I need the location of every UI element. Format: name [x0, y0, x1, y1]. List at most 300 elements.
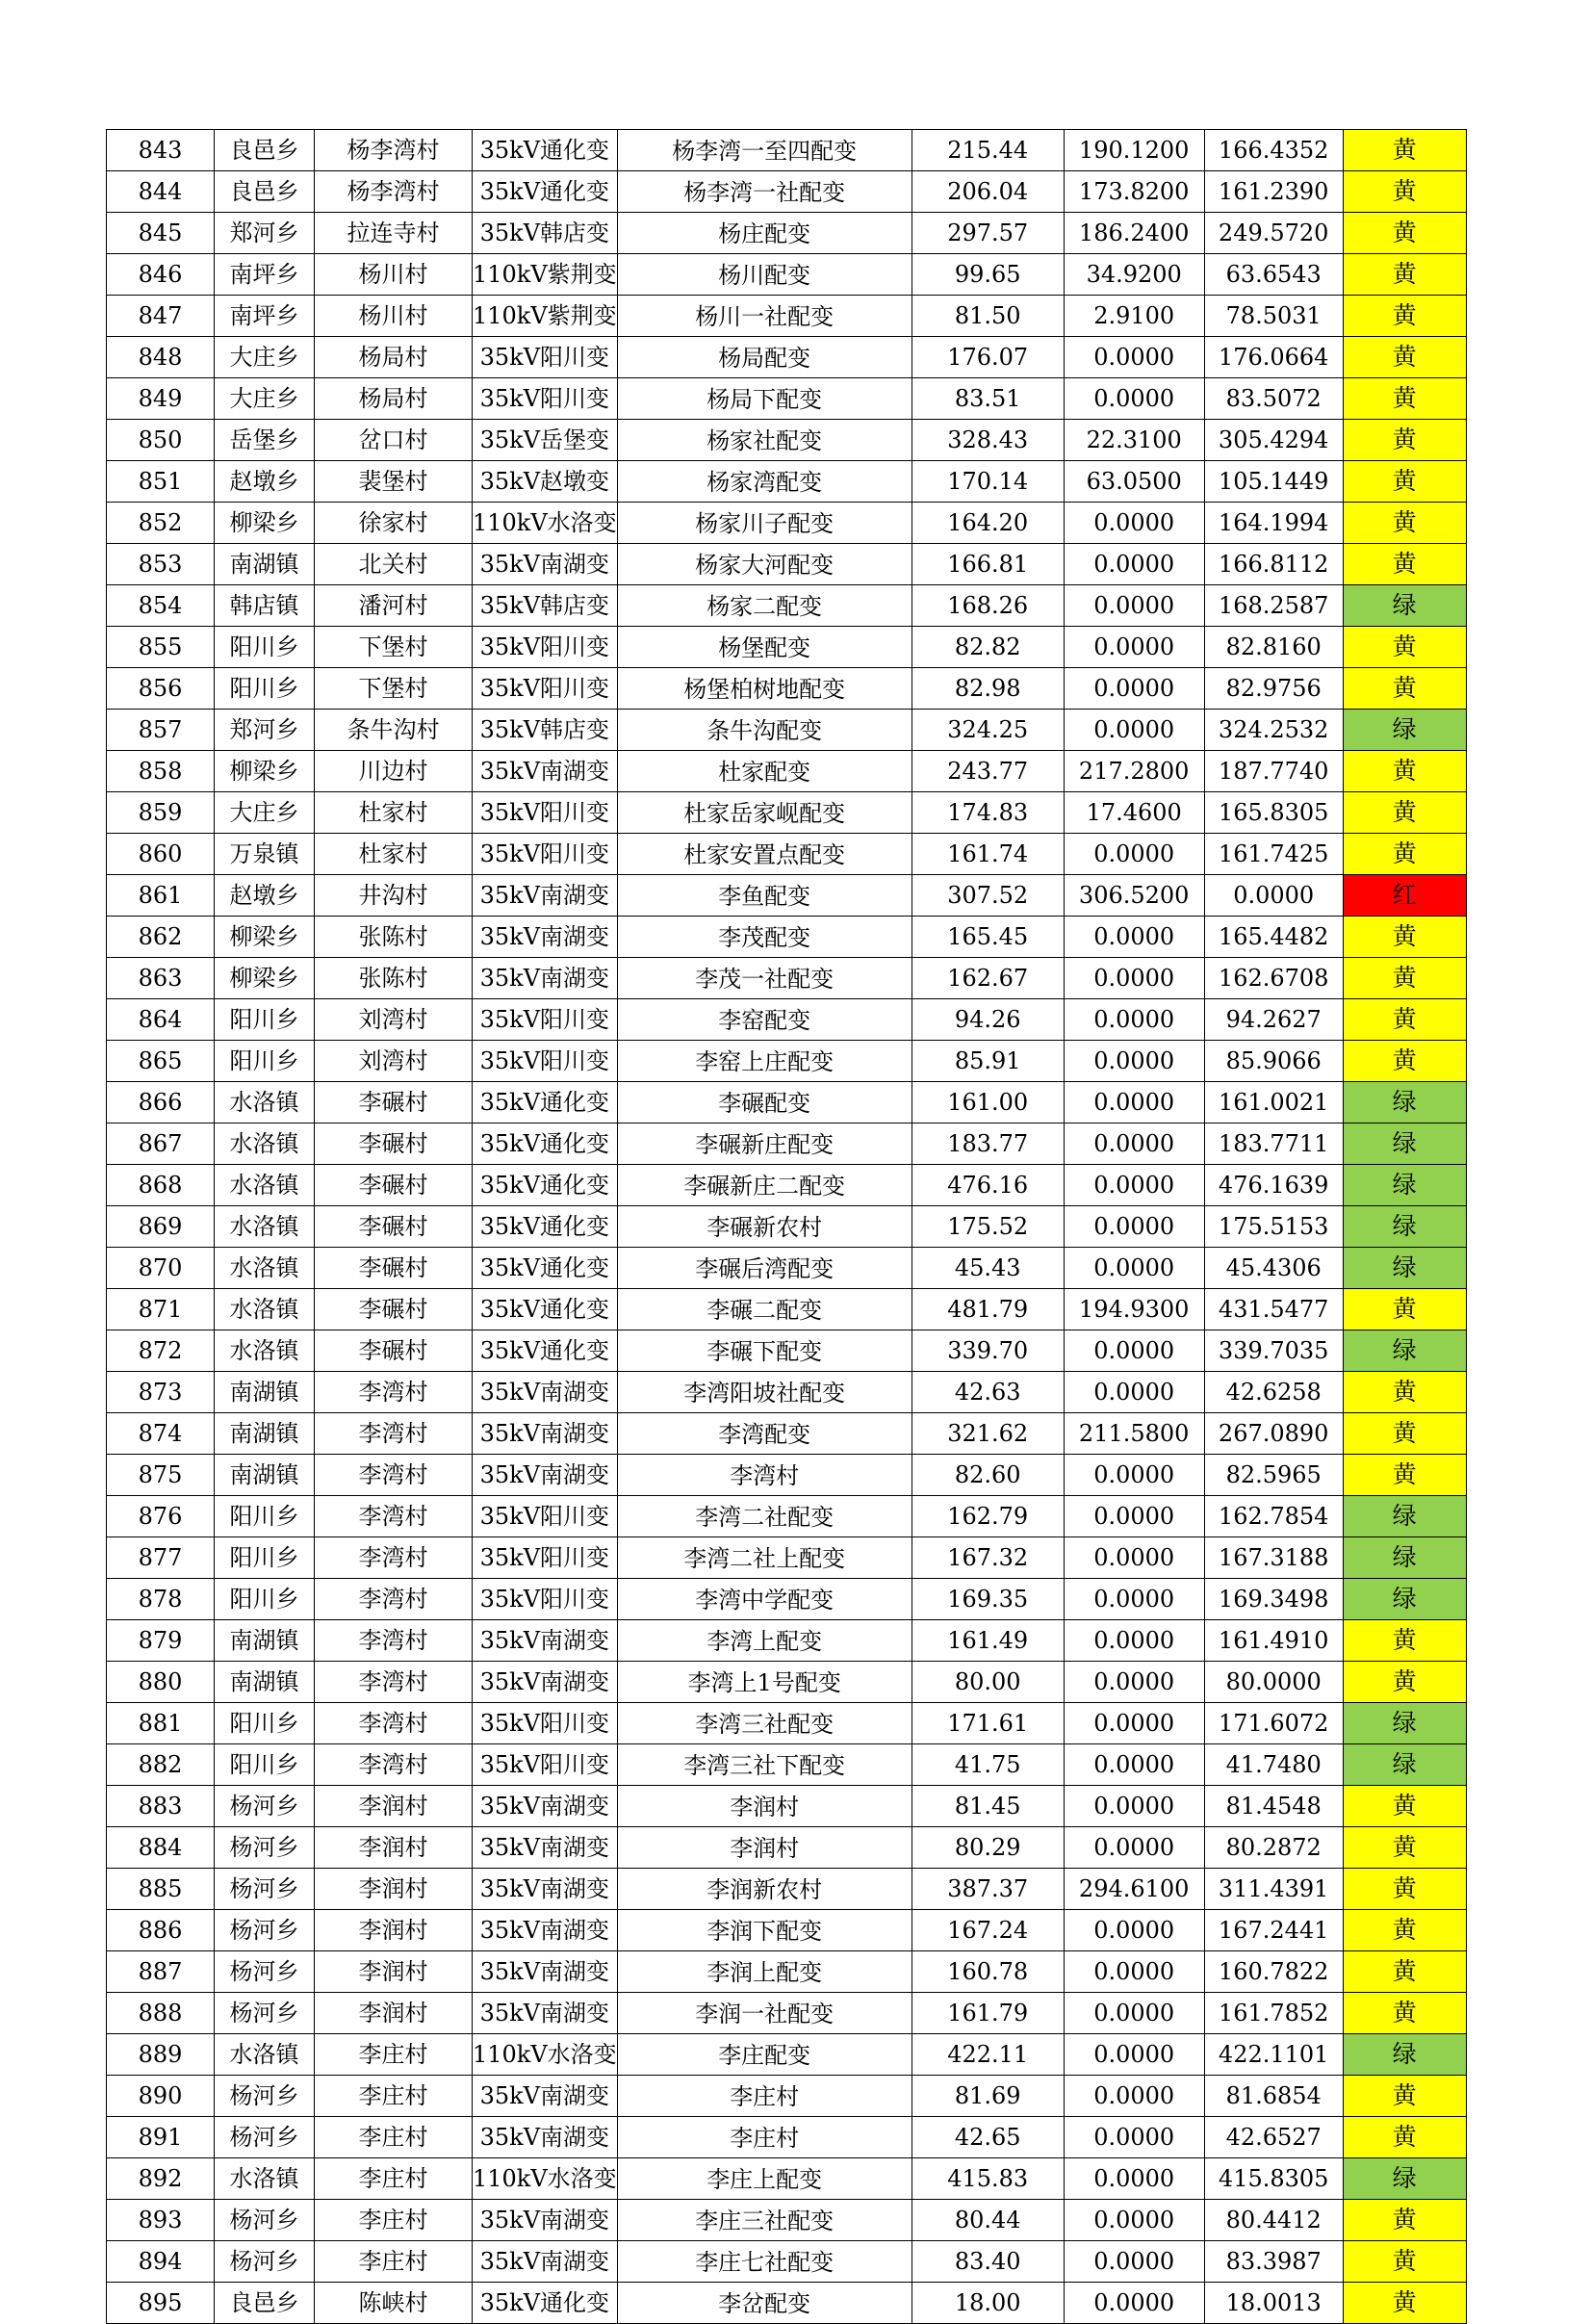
table-row	[107, 2034, 1467, 2076]
township: 阳川乡	[215, 1703, 315, 1744]
status-badge: 黄	[1343, 1372, 1466, 1413]
substation: 35kV韩店变	[473, 710, 618, 751]
status-badge: 黄	[1343, 917, 1466, 958]
used-capacity: 0.0000	[1064, 1910, 1204, 1951]
available-capacity: 82.9756	[1204, 668, 1343, 710]
substation: 35kV岳堡变	[473, 420, 618, 461]
used-capacity: 2.9100	[1064, 296, 1204, 337]
capacity: 170.14	[912, 461, 1064, 503]
status-badge: 黄	[1343, 1455, 1466, 1496]
available-capacity: 476.1639	[1204, 1165, 1343, 1206]
row-number: 891	[107, 2117, 215, 2158]
table-row	[107, 1496, 1467, 1537]
row-number: 881	[107, 1703, 215, 1744]
substation: 35kV韩店变	[473, 585, 618, 627]
used-capacity: 306.5200	[1064, 875, 1204, 917]
village: 川边村	[315, 751, 473, 792]
table-row	[107, 834, 1467, 875]
row-number: 871	[107, 1289, 215, 1330]
transformer-name: 李润上配变	[617, 1951, 912, 1993]
table-row	[107, 1910, 1467, 1951]
village: 李庄村	[315, 2076, 473, 2117]
available-capacity: 83.5072	[1204, 378, 1343, 420]
status-badge: 黄	[1343, 1662, 1466, 1703]
table-row	[107, 1744, 1467, 1786]
status-badge: 绿	[1343, 1165, 1466, 1206]
row-number: 893	[107, 2200, 215, 2241]
used-capacity: 0.0000	[1064, 2117, 1204, 2158]
row-number: 851	[107, 461, 215, 503]
row-number: 858	[107, 751, 215, 792]
used-capacity: 0.0000	[1064, 710, 1204, 751]
table-row	[107, 1827, 1467, 1869]
substation: 35kV南湖变	[473, 1951, 618, 1993]
village: 杜家村	[315, 792, 473, 834]
status-badge: 黄	[1343, 2283, 1466, 2324]
status-badge: 黄	[1343, 627, 1466, 668]
status-badge: 黄	[1343, 792, 1466, 834]
table-row	[107, 254, 1467, 296]
township: 南湖镇	[215, 1413, 315, 1455]
transformer-name: 李润村	[617, 1786, 912, 1827]
used-capacity: 0.0000	[1064, 1165, 1204, 1206]
village: 李湾村	[315, 1662, 473, 1703]
substation: 35kV阳川变	[473, 337, 618, 378]
township: 水洛镇	[215, 1082, 315, 1123]
substation: 35kV南湖变	[473, 2200, 618, 2241]
township: 水洛镇	[215, 1330, 315, 1372]
substation: 35kV韩店变	[473, 213, 618, 254]
table-row	[107, 2283, 1467, 2324]
township: 水洛镇	[215, 1289, 315, 1330]
village: 张陈村	[315, 917, 473, 958]
transformer-name: 李鱼配变	[617, 875, 912, 917]
status-badge: 黄	[1343, 1413, 1466, 1455]
village: 拉连寺村	[315, 213, 473, 254]
township: 大庄乡	[215, 378, 315, 420]
table-row	[107, 1082, 1467, 1123]
available-capacity: 166.8112	[1204, 544, 1343, 585]
row-number: 890	[107, 2076, 215, 2117]
table-row	[107, 1869, 1467, 1910]
village: 李湾村	[315, 1620, 473, 1662]
village: 杨李湾村	[315, 130, 473, 171]
township: 柳梁乡	[215, 958, 315, 999]
table-row	[107, 1248, 1467, 1289]
status-badge: 绿	[1343, 1496, 1466, 1537]
status-badge: 黄	[1343, 958, 1466, 999]
village: 裴堡村	[315, 461, 473, 503]
substation: 35kV阳川变	[473, 834, 618, 875]
transformer-name: 李茂配变	[617, 917, 912, 958]
used-capacity: 17.4600	[1064, 792, 1204, 834]
transformer-name: 李窑配变	[617, 999, 912, 1041]
table-row	[107, 1372, 1467, 1413]
village: 张陈村	[315, 958, 473, 999]
transformer-name: 杨李湾一社配变	[617, 171, 912, 213]
substation: 35kV通化变	[473, 1206, 618, 1248]
transformer-name: 李岔配变	[617, 2283, 912, 2324]
row-number: 883	[107, 1786, 215, 1827]
substation: 35kV南湖变	[473, 917, 618, 958]
township: 柳梁乡	[215, 503, 315, 544]
status-badge: 绿	[1343, 1579, 1466, 1620]
status-badge: 黄	[1343, 1993, 1466, 2034]
available-capacity: 105.1449	[1204, 461, 1343, 503]
available-capacity: 187.7740	[1204, 751, 1343, 792]
capacity: 321.62	[912, 1413, 1064, 1455]
village: 岔口村	[315, 420, 473, 461]
table-row	[107, 1703, 1467, 1744]
village: 李润村	[315, 1827, 473, 1869]
transformer-name: 条牛沟配变	[617, 710, 912, 751]
capacity: 168.26	[912, 585, 1064, 627]
substation: 35kV阳川变	[473, 1537, 618, 1579]
township: 南湖镇	[215, 1455, 315, 1496]
used-capacity: 0.0000	[1064, 1744, 1204, 1786]
table-row	[107, 1786, 1467, 1827]
capacity: 206.04	[912, 171, 1064, 213]
row-number: 892	[107, 2158, 215, 2200]
capacity: 85.91	[912, 1041, 1064, 1082]
substation: 35kV通化变	[473, 2283, 618, 2324]
capacity: 80.44	[912, 2200, 1064, 2241]
table-row	[107, 1579, 1467, 1620]
row-number: 875	[107, 1455, 215, 1496]
row-number: 870	[107, 1248, 215, 1289]
used-capacity: 0.0000	[1064, 1786, 1204, 1827]
substation: 35kV南湖变	[473, 1413, 618, 1455]
village: 李碾村	[315, 1123, 473, 1165]
township: 大庄乡	[215, 792, 315, 834]
row-number: 877	[107, 1537, 215, 1579]
substation: 35kV通化变	[473, 1330, 618, 1372]
village: 陈峡村	[315, 2283, 473, 2324]
row-number: 852	[107, 503, 215, 544]
township: 杨河乡	[215, 1910, 315, 1951]
used-capacity: 217.2800	[1064, 751, 1204, 792]
available-capacity: 431.5477	[1204, 1289, 1343, 1330]
capacity: 83.51	[912, 378, 1064, 420]
row-number: 888	[107, 1993, 215, 2034]
used-capacity: 0.0000	[1064, 999, 1204, 1041]
table-row	[107, 2200, 1467, 2241]
used-capacity: 0.0000	[1064, 958, 1204, 999]
table-row	[107, 461, 1467, 503]
substation: 35kV南湖变	[473, 1372, 618, 1413]
village: 李润村	[315, 1951, 473, 1993]
substation: 35kV通化变	[473, 1289, 618, 1330]
status-badge: 黄	[1343, 420, 1466, 461]
row-number: 876	[107, 1496, 215, 1537]
capacity: 415.83	[912, 2158, 1064, 2200]
township: 水洛镇	[215, 1248, 315, 1289]
township: 南湖镇	[215, 1372, 315, 1413]
status-badge: 绿	[1343, 1703, 1466, 1744]
capacity: 162.67	[912, 958, 1064, 999]
substation: 35kV阳川变	[473, 1744, 618, 1786]
available-capacity: 165.4482	[1204, 917, 1343, 958]
available-capacity: 175.5153	[1204, 1206, 1343, 1248]
used-capacity: 0.0000	[1064, 503, 1204, 544]
status-badge: 黄	[1343, 1620, 1466, 1662]
status-badge: 黄	[1343, 1786, 1466, 1827]
row-number: 847	[107, 296, 215, 337]
capacity: 165.45	[912, 917, 1064, 958]
used-capacity: 0.0000	[1064, 1455, 1204, 1496]
township: 南湖镇	[215, 544, 315, 585]
capacity: 83.40	[912, 2241, 1064, 2283]
available-capacity: 81.4548	[1204, 1786, 1343, 1827]
available-capacity: 161.7852	[1204, 1993, 1343, 2034]
capacity: 162.79	[912, 1496, 1064, 1537]
transformer-name: 李润一社配变	[617, 1993, 912, 2034]
capacity: 160.78	[912, 1951, 1064, 1993]
village: 李碾村	[315, 1248, 473, 1289]
row-number: 863	[107, 958, 215, 999]
capacity: 161.79	[912, 1993, 1064, 2034]
township: 万泉镇	[215, 834, 315, 875]
village: 李庄村	[315, 2241, 473, 2283]
substation: 35kV通化变	[473, 1248, 618, 1289]
village: 徐家村	[315, 503, 473, 544]
substation: 35kV通化变	[473, 1165, 618, 1206]
available-capacity: 42.6258	[1204, 1372, 1343, 1413]
substation: 110kV水洛变	[473, 2158, 618, 2200]
substation: 35kV阳川变	[473, 1579, 618, 1620]
township: 柳梁乡	[215, 917, 315, 958]
table-row	[107, 1993, 1467, 2034]
available-capacity: 83.3987	[1204, 2241, 1343, 2283]
status-badge: 黄	[1343, 461, 1466, 503]
capacity: 41.75	[912, 1744, 1064, 1786]
row-number: 889	[107, 2034, 215, 2076]
status-badge: 绿	[1343, 1123, 1466, 1165]
available-capacity: 169.3498	[1204, 1579, 1343, 1620]
row-number: 885	[107, 1869, 215, 1910]
status-badge: 绿	[1343, 1206, 1466, 1248]
status-badge: 黄	[1343, 544, 1466, 585]
transformer-capacity-table	[106, 129, 1467, 2324]
used-capacity: 0.0000	[1064, 1496, 1204, 1537]
substation: 35kV阳川变	[473, 1496, 618, 1537]
used-capacity: 0.0000	[1064, 1993, 1204, 2034]
used-capacity: 294.6100	[1064, 1869, 1204, 1910]
row-number: 868	[107, 1165, 215, 1206]
substation: 35kV阳川变	[473, 1703, 618, 1744]
status-badge: 黄	[1343, 503, 1466, 544]
table-row	[107, 917, 1467, 958]
status-badge: 黄	[1343, 1869, 1466, 1910]
used-capacity: 0.0000	[1064, 834, 1204, 875]
substation: 35kV南湖变	[473, 1910, 618, 1951]
used-capacity: 0.0000	[1064, 1827, 1204, 1869]
available-capacity: 82.5965	[1204, 1455, 1343, 1496]
village: 李湾村	[315, 1455, 473, 1496]
capacity: 161.49	[912, 1620, 1064, 1662]
table-row	[107, 1041, 1467, 1082]
transformer-name: 李湾三社下配变	[617, 1744, 912, 1786]
village: 杨局村	[315, 378, 473, 420]
available-capacity: 161.2390	[1204, 171, 1343, 213]
substation: 35kV南湖变	[473, 2117, 618, 2158]
township: 阳川乡	[215, 668, 315, 710]
table-row	[107, 544, 1467, 585]
village: 杨川村	[315, 296, 473, 337]
available-capacity: 161.4910	[1204, 1620, 1343, 1662]
capacity: 297.57	[912, 213, 1064, 254]
available-capacity: 41.7480	[1204, 1744, 1343, 1786]
available-capacity: 415.8305	[1204, 2158, 1343, 2200]
row-number: 848	[107, 337, 215, 378]
transformer-name: 李碾下配变	[617, 1330, 912, 1372]
capacity: 99.65	[912, 254, 1064, 296]
table-body	[107, 130, 1467, 2324]
row-number: 866	[107, 1082, 215, 1123]
available-capacity: 166.4352	[1204, 130, 1343, 171]
village: 李碾村	[315, 1330, 473, 1372]
table-row	[107, 1206, 1467, 1248]
village: 下堡村	[315, 668, 473, 710]
row-number: 887	[107, 1951, 215, 1993]
capacity: 174.83	[912, 792, 1064, 834]
substation: 110kV水洛变	[473, 2034, 618, 2076]
table-row	[107, 378, 1467, 420]
substation: 35kV南湖变	[473, 2241, 618, 2283]
township: 阳川乡	[215, 1041, 315, 1082]
used-capacity: 34.9200	[1064, 254, 1204, 296]
status-badge: 黄	[1343, 171, 1466, 213]
table-row	[107, 2241, 1467, 2283]
village: 李湾村	[315, 1496, 473, 1537]
substation: 35kV南湖变	[473, 1455, 618, 1496]
used-capacity: 0.0000	[1064, 1537, 1204, 1579]
village: 潘河村	[315, 585, 473, 627]
used-capacity: 0.0000	[1064, 2241, 1204, 2283]
transformer-name: 李湾二社配变	[617, 1496, 912, 1537]
capacity: 42.63	[912, 1372, 1064, 1413]
village: 李润村	[315, 1993, 473, 2034]
used-capacity: 22.3100	[1064, 420, 1204, 461]
village: 李庄村	[315, 2117, 473, 2158]
status-badge: 绿	[1343, 1537, 1466, 1579]
township: 水洛镇	[215, 1123, 315, 1165]
village: 李庄村	[315, 2158, 473, 2200]
transformer-name: 李湾阳坡社配变	[617, 1372, 912, 1413]
village: 李湾村	[315, 1744, 473, 1786]
used-capacity: 0.0000	[1064, 2283, 1204, 2324]
township: 杨河乡	[215, 2076, 315, 2117]
table-row	[107, 999, 1467, 1041]
status-badge: 黄	[1343, 1289, 1466, 1330]
used-capacity: 173.8200	[1064, 171, 1204, 213]
township: 大庄乡	[215, 337, 315, 378]
capacity: 175.52	[912, 1206, 1064, 1248]
row-number: 886	[107, 1910, 215, 1951]
substation: 35kV通化变	[473, 171, 618, 213]
township: 杨河乡	[215, 1786, 315, 1827]
status-badge: 黄	[1343, 1827, 1466, 1869]
capacity: 481.79	[912, 1289, 1064, 1330]
used-capacity: 0.0000	[1064, 1579, 1204, 1620]
substation: 35kV阳川变	[473, 999, 618, 1041]
table-row	[107, 337, 1467, 378]
substation: 35kV阳川变	[473, 627, 618, 668]
used-capacity: 63.0500	[1064, 461, 1204, 503]
village: 李碾村	[315, 1289, 473, 1330]
status-badge: 绿	[1343, 2158, 1466, 2200]
township: 杨河乡	[215, 1827, 315, 1869]
row-number: 895	[107, 2283, 215, 2324]
village: 李湾村	[315, 1372, 473, 1413]
village: 井沟村	[315, 875, 473, 917]
table-row	[107, 710, 1467, 751]
transformer-name: 李碾后湾配变	[617, 1248, 912, 1289]
capacity: 171.61	[912, 1703, 1064, 1744]
capacity: 81.69	[912, 2076, 1064, 2117]
transformer-name: 李湾中学配变	[617, 1579, 912, 1620]
capacity: 45.43	[912, 1248, 1064, 1289]
transformer-name: 杜家配变	[617, 751, 912, 792]
status-badge: 黄	[1343, 2117, 1466, 2158]
township: 南坪乡	[215, 254, 315, 296]
row-number: 845	[107, 213, 215, 254]
township: 水洛镇	[215, 1206, 315, 1248]
village: 杜家村	[315, 834, 473, 875]
transformer-name: 李润村	[617, 1827, 912, 1869]
transformer-name: 李碾新农村	[617, 1206, 912, 1248]
transformer-name: 李湾村	[617, 1455, 912, 1496]
transformer-name: 李碾二配变	[617, 1289, 912, 1330]
available-capacity: 167.3188	[1204, 1537, 1343, 1579]
transformer-name: 杨家湾配变	[617, 461, 912, 503]
table-row	[107, 2076, 1467, 2117]
substation: 35kV南湖变	[473, 1827, 618, 1869]
table-row	[107, 213, 1467, 254]
township: 岳堡乡	[215, 420, 315, 461]
row-number: 849	[107, 378, 215, 420]
status-badge: 黄	[1343, 2200, 1466, 2241]
status-badge: 绿	[1343, 1744, 1466, 1786]
row-number: 865	[107, 1041, 215, 1082]
row-number: 861	[107, 875, 215, 917]
row-number: 855	[107, 627, 215, 668]
capacity: 94.26	[912, 999, 1064, 1041]
used-capacity: 194.9300	[1064, 1289, 1204, 1330]
used-capacity: 0.0000	[1064, 1620, 1204, 1662]
table-row	[107, 751, 1467, 792]
township: 杨河乡	[215, 1951, 315, 1993]
row-number: 844	[107, 171, 215, 213]
status-badge: 黄	[1343, 668, 1466, 710]
village: 下堡村	[315, 627, 473, 668]
substation: 35kV南湖变	[473, 1869, 618, 1910]
village: 李庄村	[315, 2200, 473, 2241]
township: 柳梁乡	[215, 751, 315, 792]
used-capacity: 0.0000	[1064, 668, 1204, 710]
substation: 110kV紫荆变	[473, 254, 618, 296]
village: 李湾村	[315, 1579, 473, 1620]
table-row	[107, 171, 1467, 213]
available-capacity: 94.2627	[1204, 999, 1343, 1041]
capacity: 42.65	[912, 2117, 1064, 2158]
status-badge: 绿	[1343, 1248, 1466, 1289]
status-badge: 绿	[1343, 1330, 1466, 1372]
available-capacity: 162.6708	[1204, 958, 1343, 999]
available-capacity: 267.0890	[1204, 1413, 1343, 1455]
village: 李润村	[315, 1910, 473, 1951]
transformer-name: 杜家安置点配变	[617, 834, 912, 875]
